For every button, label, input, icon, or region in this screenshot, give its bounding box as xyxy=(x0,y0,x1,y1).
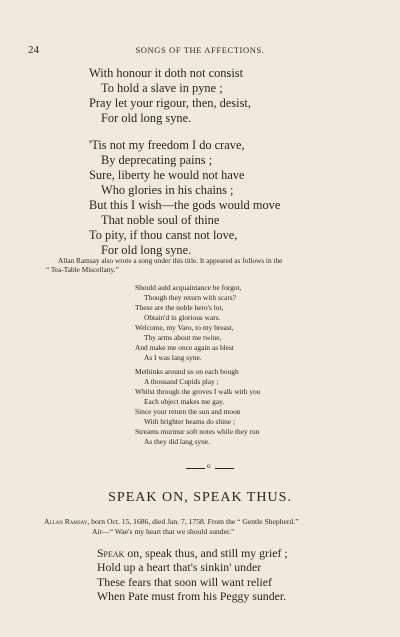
song-attribution xyxy=(44,517,374,537)
verse-line: Since your return the sun and moon xyxy=(135,407,241,416)
verse-line: With brighter beams do shine ; xyxy=(144,417,236,426)
small-stanza-2 xyxy=(135,367,260,447)
verse-line: Hold up a heart that's sinkin' under xyxy=(97,560,262,575)
verse-line: These fears that soon will want relief xyxy=(97,574,272,589)
verse-line: Though they return with scars? xyxy=(144,293,236,302)
verse-line: By deprecating pains ; xyxy=(101,153,213,167)
editorial-note xyxy=(46,256,374,274)
verse-line: For old long syne. xyxy=(101,111,192,125)
verse-line: Each object makes me gay. xyxy=(144,397,225,406)
verse-line: To hold a slave in pyne ; xyxy=(101,81,223,95)
final-stanza xyxy=(97,546,288,604)
verse-line: Who glories in his chains ; xyxy=(101,183,234,197)
author-name: Allan Ramsay, xyxy=(44,517,90,526)
page-number: 24 xyxy=(28,44,39,56)
verse-line: To pity, if thou canst not love, xyxy=(89,228,238,242)
verse-line: Welcome, my Varo, to my breast, xyxy=(135,323,234,332)
verse-line xyxy=(97,546,288,560)
verse-line: These are the noble hero's lot, xyxy=(135,303,224,312)
song-title: SPEAK ON, SPEAK THUS. xyxy=(108,490,292,505)
verse-line: With honour it doth not consist xyxy=(89,66,244,80)
verse-line: Obtain'd in glorious wars. xyxy=(144,313,221,322)
attribution-line xyxy=(44,517,374,527)
divider-ornament: o xyxy=(207,462,211,470)
verse-line: Whilst through the groves I walk with you xyxy=(135,387,261,396)
verse-line: Sure, liberty he would not have xyxy=(89,168,245,182)
verse-line: Streams murmur soft notes while they run xyxy=(135,427,260,436)
section-divider xyxy=(186,462,236,472)
divider-rule-right xyxy=(215,468,234,469)
note-line: Allan Ramsay also wrote a song under this title. It appeared as follows in the xyxy=(58,256,283,265)
verse-line-rest: on, speak thus, and still my grief ; xyxy=(124,546,288,560)
verse-line: And make me once again as blest xyxy=(135,343,234,352)
verse-line: Methinks around us on each bough xyxy=(135,367,239,376)
page-header xyxy=(28,44,372,58)
verse-line: Thy arms about me twine, xyxy=(144,333,222,342)
verse-line: Should auld acquaintance be forgot, xyxy=(135,283,242,292)
verse-line: As they did lang syne. xyxy=(144,437,210,446)
attribution-details: born Oct. 15, 1686, died Jan. 7, 1758. From the “ Gentle Shepherd.” xyxy=(89,517,299,526)
opening-word: Speak xyxy=(97,546,125,560)
stanza-1 xyxy=(89,66,251,126)
verse-line: Pray let your rigour, then, desist, xyxy=(89,96,251,110)
note-line: “ Tea-Table Miscellany.” xyxy=(46,265,119,274)
running-head: SONGS OF THE AFFECTIONS. xyxy=(135,45,265,55)
divider-rule-left xyxy=(186,468,205,469)
verse-line: 'Tis not my freedom I do crave, xyxy=(89,138,245,152)
stanza-2 xyxy=(89,138,280,258)
verse-line: A thousand Cupids play ; xyxy=(144,377,219,386)
small-stanza-1 xyxy=(135,283,241,363)
verse-line: When Pate must from his Peggy sunder. xyxy=(97,589,287,604)
verse-line: That noble soul of thine xyxy=(101,213,220,227)
verse-line: As I was lang syne. xyxy=(144,353,202,362)
verse-line: For old long syne. xyxy=(101,243,192,257)
attribution-air: Air—“ Wae's my heart that we should sunder.” xyxy=(92,527,235,536)
verse-line: But this I wish—the gods would move xyxy=(89,198,281,212)
